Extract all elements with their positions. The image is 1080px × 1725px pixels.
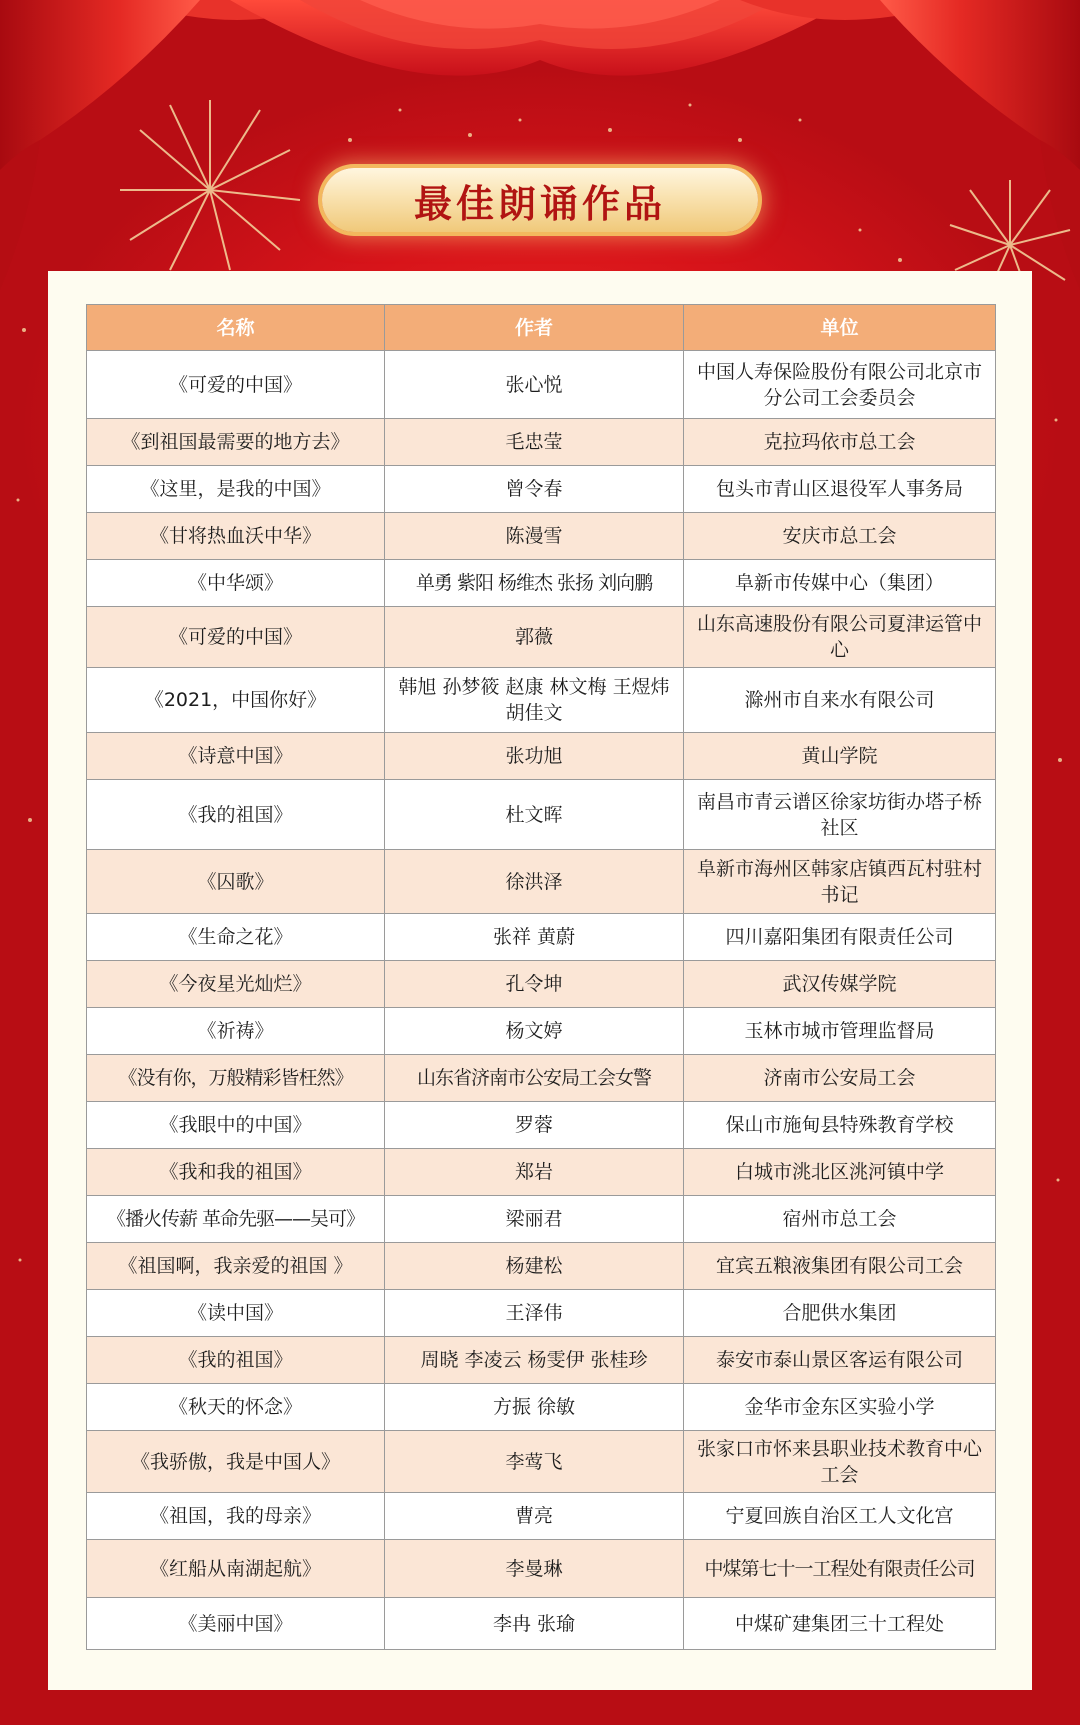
cell-author: 杜文晖 [385, 780, 684, 850]
table-row [87, 733, 996, 780]
cell-title: 《我的祖国》 [87, 780, 385, 850]
cell-unit: 中煤第七十一工程处有限责任公司 [684, 1540, 996, 1598]
cell-author: 张心悦 [385, 351, 684, 419]
cell-author: 李莺飞 [385, 1431, 684, 1493]
table-row [87, 351, 996, 419]
cell-unit: 泰安市泰山景区客运有限公司 [684, 1337, 996, 1384]
table-row [87, 780, 996, 850]
cell-unit: 合肥供水集团 [684, 1290, 996, 1337]
cell-unit: 保山市施甸县特殊教育学校 [684, 1102, 996, 1149]
cell-unit: 安庆市总工会 [684, 513, 996, 560]
cell-unit: 宜宾五粮液集团有限公司工会 [684, 1243, 996, 1290]
cell-author: 曾令春 [385, 466, 684, 513]
cell-unit: 滁州市自来水有限公司 [684, 668, 996, 733]
table-row [87, 1337, 996, 1384]
table-row [87, 1493, 996, 1540]
table-row [87, 914, 996, 961]
cell-title: 《这里，是我的中国》 [87, 466, 385, 513]
cell-unit: 四川嘉阳集团有限责任公司 [684, 914, 996, 961]
cell-author: 张功旭 [385, 733, 684, 780]
table-row [87, 1196, 996, 1243]
cell-title: 《我和我的祖国》 [87, 1149, 385, 1196]
cell-title: 《没有你，万般精彩皆枉然》 [87, 1055, 385, 1102]
cell-title: 《囚歌》 [87, 850, 385, 914]
content-panel [48, 271, 1032, 1690]
cell-unit: 阜新市海州区韩家店镇西瓦村驻村书记 [684, 850, 996, 914]
curtain-top [120, 0, 960, 76]
table-row [87, 466, 996, 513]
cell-unit: 白城市洮北区洮河镇中学 [684, 1149, 996, 1196]
awards-table [86, 304, 996, 1650]
cell-unit: 克拉玛依市总工会 [684, 419, 996, 466]
cell-title: 《祈祷》 [87, 1008, 385, 1055]
cell-unit: 山东高速股份有限公司夏津运管中心 [684, 607, 996, 668]
table-row [87, 1290, 996, 1337]
table-row [87, 668, 996, 733]
cell-title: 《读中国》 [87, 1290, 385, 1337]
table-row [87, 1149, 996, 1196]
page-title: 最佳朗诵作品 [413, 181, 666, 226]
cell-unit: 中国人寿保险股份有限公司北京市分公司工会委员会 [684, 351, 996, 419]
title-banner [322, 168, 758, 232]
header-author: 作者 [385, 305, 684, 351]
table-row [87, 513, 996, 560]
cell-author: 徐洪泽 [385, 850, 684, 914]
cell-author: 山东省济南市公安局工会女警 [385, 1055, 684, 1102]
cell-author: 周晓 李凌云 杨雯伊 张桂珍 [385, 1337, 684, 1384]
cell-title: 《中华颂》 [87, 560, 385, 607]
cell-title: 《2021，中国你好》 [87, 668, 385, 733]
cell-title: 《我骄傲，我是中国人》 [87, 1431, 385, 1493]
cell-unit: 宿州市总工会 [684, 1196, 996, 1243]
cell-author: 孔令坤 [385, 961, 684, 1008]
firework-left [120, 100, 300, 270]
cell-author: 王泽伟 [385, 1290, 684, 1337]
cell-author: 单勇 紫阳 杨维杰 张扬 刘向鹏 [385, 560, 684, 607]
cell-title: 《秋天的怀念》 [87, 1384, 385, 1431]
table-row [87, 1540, 996, 1598]
cell-author: 杨建松 [385, 1243, 684, 1290]
cell-author: 郑岩 [385, 1149, 684, 1196]
table-row [87, 850, 996, 914]
table-row [87, 1055, 996, 1102]
cell-author: 曹亮 [385, 1493, 684, 1540]
cell-unit: 阜新市传媒中心（集团） [684, 560, 996, 607]
header-title: 名称 [87, 305, 385, 351]
cell-title: 《可爱的中国》 [87, 607, 385, 668]
cell-title: 《到祖国最需要的地方去》 [87, 419, 385, 466]
cell-title: 《美丽中国》 [87, 1598, 385, 1650]
table-row [87, 1384, 996, 1431]
cell-title: 《红船从南湖起航》 [87, 1540, 385, 1598]
cell-title: 《我的祖国》 [87, 1337, 385, 1384]
table-row [87, 607, 996, 668]
cell-title: 《播火传薪 革命先驱——吴可》 [87, 1196, 385, 1243]
cell-title: 《今夜星光灿烂》 [87, 961, 385, 1008]
cell-unit: 包头市青山区退役军人事务局 [684, 466, 996, 513]
curtain-left [0, 0, 200, 170]
cell-unit: 宁夏回族自治区工人文化宫 [684, 1493, 996, 1540]
table-row [87, 961, 996, 1008]
cell-author: 杨文婷 [385, 1008, 684, 1055]
cell-author: 方振 徐敏 [385, 1384, 684, 1431]
table-header-row [87, 305, 996, 351]
cell-title: 《诗意中国》 [87, 733, 385, 780]
curtain-right [880, 0, 1080, 170]
cell-author: 郭薇 [385, 607, 684, 668]
cell-title: 《我眼中的中国》 [87, 1102, 385, 1149]
cell-unit: 武汉传媒学院 [684, 961, 996, 1008]
cell-author: 李曼琳 [385, 1540, 684, 1598]
cell-unit: 金华市金东区实验小学 [684, 1384, 996, 1431]
cell-unit: 玉林市城市管理监督局 [684, 1008, 996, 1055]
cell-title: 《甘将热血沃中华》 [87, 513, 385, 560]
cell-title: 《祖国，我的母亲》 [87, 1493, 385, 1540]
cell-author: 梁丽君 [385, 1196, 684, 1243]
cell-unit: 济南市公安局工会 [684, 1055, 996, 1102]
cell-title: 《可爱的中国》 [87, 351, 385, 419]
cell-title: 《生命之花》 [87, 914, 385, 961]
cell-unit: 南昌市青云谱区徐家坊街办塔子桥社区 [684, 780, 996, 850]
header-unit: 单位 [684, 305, 996, 351]
cell-author: 毛忠莹 [385, 419, 684, 466]
table-row [87, 1243, 996, 1290]
cell-author: 张祥 黄蔚 [385, 914, 684, 961]
table-row [87, 1008, 996, 1055]
table-row [87, 560, 996, 607]
table-row [87, 1431, 996, 1493]
cell-unit: 张家口市怀来县职业技术教育中心工会 [684, 1431, 996, 1493]
cell-author: 李冉 张瑜 [385, 1598, 684, 1650]
table-row [87, 1102, 996, 1149]
cell-author: 罗蓉 [385, 1102, 684, 1149]
cell-author: 韩旭 孙梦筱 赵康 林文梅 王煜炜 胡佳文 [385, 668, 684, 733]
cell-unit: 中煤矿建集团三十工程处 [684, 1598, 996, 1650]
cell-unit: 黄山学院 [684, 733, 996, 780]
table-row [87, 1598, 996, 1650]
cell-author: 陈漫雪 [385, 513, 684, 560]
cell-title: 《祖国啊，我亲爱的祖国 》 [87, 1243, 385, 1290]
table-row [87, 419, 996, 466]
